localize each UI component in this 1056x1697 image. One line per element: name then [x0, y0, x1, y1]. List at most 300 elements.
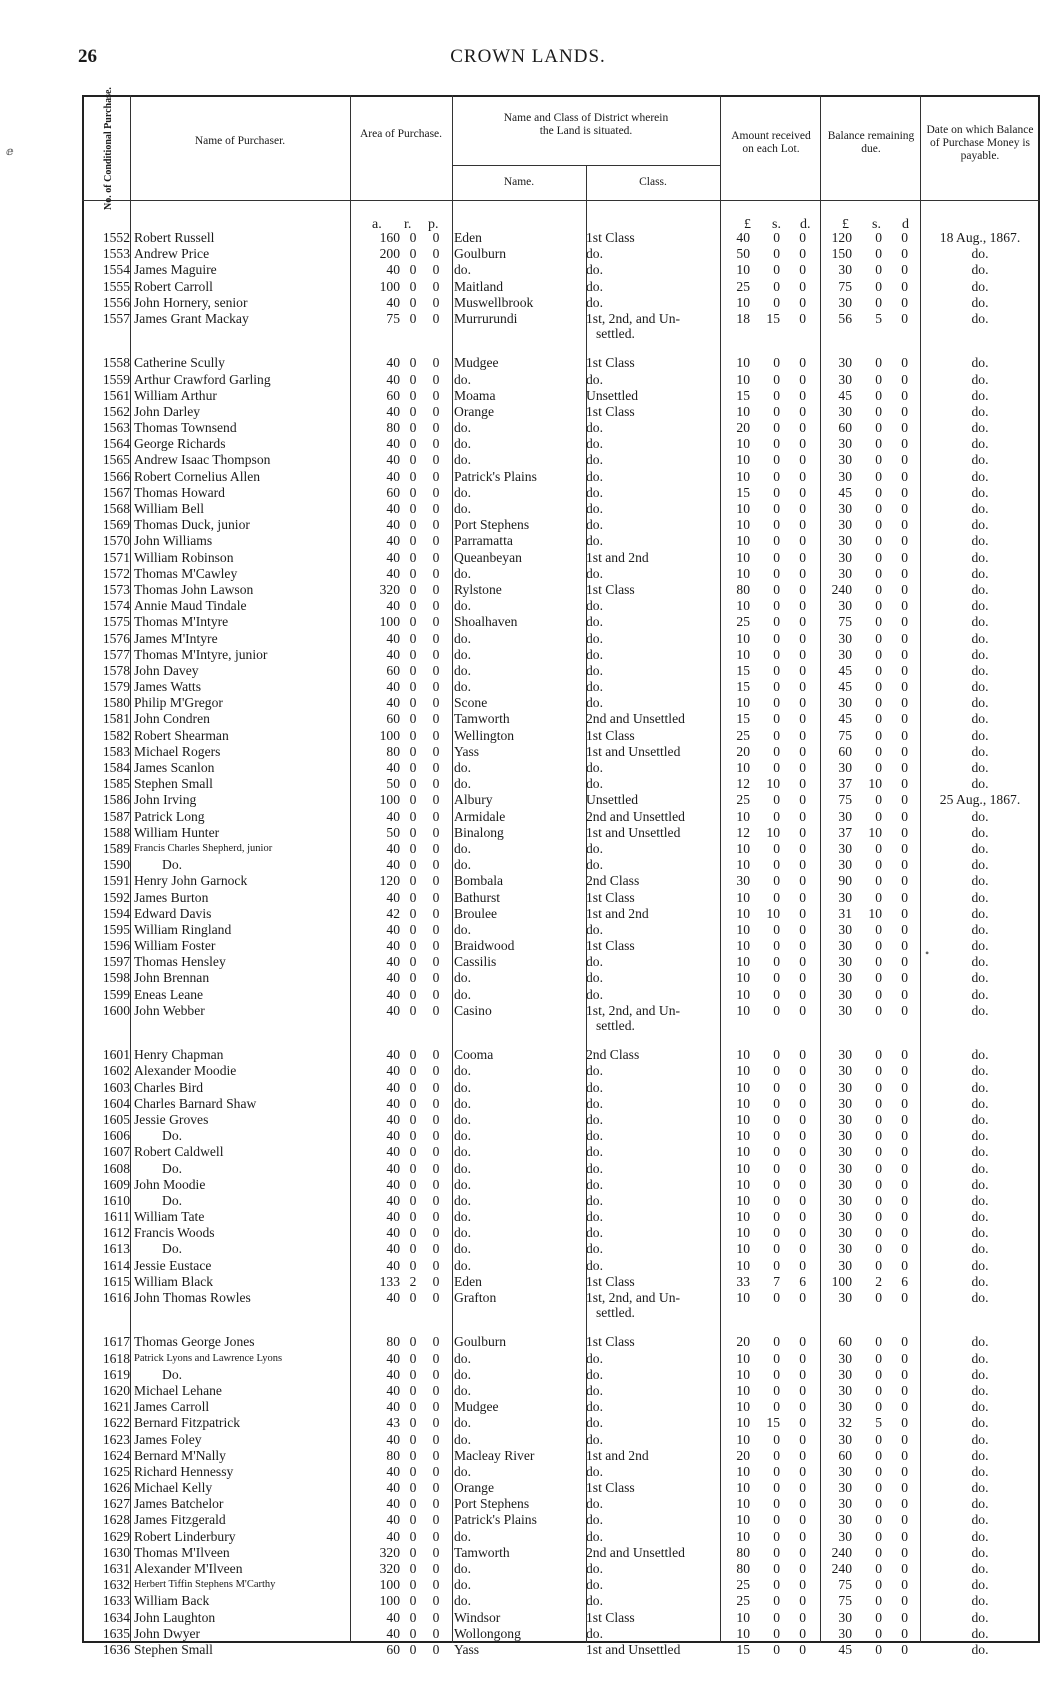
received-pounds: 10 [736, 355, 750, 371]
table-row [82, 1047, 1040, 1063]
balance-pence: 0 [901, 857, 908, 873]
area-perches: 0 [432, 1047, 440, 1063]
area-perches: 0 [432, 310, 440, 326]
received-shillings: 0 [773, 1561, 780, 1577]
purchase-number: 1552 [102, 230, 130, 245]
balance-shillings: 0 [875, 1366, 882, 1382]
area-acres: 40 [386, 986, 400, 1002]
area-perches: 0 [432, 776, 440, 792]
date-payable: do. [971, 743, 989, 759]
table-row [82, 452, 1040, 468]
area-roods: 2 [409, 1273, 417, 1289]
area-acres: 100 [379, 1577, 400, 1593]
received-shillings: 7 [773, 1273, 780, 1289]
purchaser-name: William Tate [134, 1209, 205, 1225]
balance-pounds: 30 [838, 1002, 852, 1018]
area-acres: 40 [386, 468, 400, 484]
district-name: do. [454, 1528, 471, 1544]
area-perches: 0 [432, 986, 440, 1002]
area-roods: 0 [409, 387, 417, 403]
purchaser-name: John Laughton [134, 1609, 216, 1625]
received-pence: 0 [799, 1577, 806, 1593]
header-district: Name and Class of District wherein the Land is situated. [503, 112, 669, 137]
purchase-number: 1579 [102, 679, 130, 695]
area-perches: 0 [432, 501, 440, 517]
purchaser-name: Thomas George Jones [134, 1334, 255, 1350]
balance-pounds: 30 [838, 1257, 852, 1273]
received-shillings: 0 [773, 1463, 780, 1479]
date-payable: do. [971, 246, 989, 262]
district-class: 1st Class [586, 889, 635, 905]
balance-pounds: 30 [838, 630, 852, 646]
balance-shillings: 10 [868, 905, 882, 921]
balance-shillings: 0 [875, 1111, 882, 1127]
area-acres: 40 [386, 436, 400, 452]
received-pounds: 80 [736, 1544, 750, 1560]
purchaser-name: William Hunter [134, 824, 220, 840]
received-shillings: 0 [773, 1334, 780, 1350]
area-roods: 0 [409, 1512, 417, 1528]
purchase-number: 1578 [102, 662, 130, 678]
balance-pence: 0 [901, 484, 908, 500]
area-acres: 40 [386, 857, 400, 873]
purchaser-name: Bernard M'Nally [134, 1447, 226, 1463]
area-roods: 0 [409, 1447, 417, 1463]
received-pence: 0 [799, 468, 806, 484]
balance-pence: 0 [901, 1241, 908, 1257]
received-pence: 0 [799, 1160, 806, 1176]
received-shillings: 0 [773, 986, 780, 1002]
date-payable: do. [971, 808, 989, 824]
district-class: 1st Class [586, 938, 635, 954]
date-payable: do. [971, 905, 989, 921]
balance-pounds: 45 [838, 484, 852, 500]
area-acres: 40 [386, 808, 400, 824]
balance-shillings: 0 [875, 1095, 882, 1111]
received-pence: 0 [799, 403, 806, 419]
received-pounds: 10 [736, 294, 750, 310]
date-payable: do. [971, 581, 989, 597]
purchaser-name: Philip M'Gregor [134, 695, 223, 711]
balance-shillings: 0 [875, 1625, 882, 1641]
area-acres: 40 [386, 938, 400, 954]
received-pounds: 10 [736, 1382, 750, 1398]
received-shillings: 0 [773, 1095, 780, 1111]
balance-pounds: 30 [838, 1128, 852, 1144]
district-name: Orange [454, 1480, 495, 1496]
table-row [82, 1063, 1040, 1079]
table-row [82, 279, 1040, 295]
area-acres: 40 [386, 889, 400, 905]
area-perches: 0 [432, 1447, 440, 1463]
area-roods: 0 [409, 230, 417, 245]
received-shillings: 0 [773, 1225, 780, 1241]
balance-shillings: 10 [868, 776, 882, 792]
received-shillings: 0 [773, 1544, 780, 1560]
area-roods: 0 [409, 517, 417, 533]
date-payable: do. [971, 549, 989, 565]
area-roods: 0 [409, 727, 417, 743]
district-class: Unsettled [586, 792, 639, 808]
received-pence: 0 [799, 986, 806, 1002]
area-acres: 40 [386, 1528, 400, 1544]
district-class: do. [586, 954, 603, 970]
received-pounds: 10 [736, 533, 750, 549]
district-class: do. [586, 630, 603, 646]
district-name: do. [454, 1593, 471, 1609]
area-perches: 0 [432, 1192, 440, 1208]
purchase-number: 1557 [102, 310, 130, 326]
balance-pence: 0 [901, 278, 908, 294]
table-row [82, 1642, 1040, 1658]
purchase-number: 1597 [102, 954, 130, 970]
received-pounds: 12 [736, 776, 750, 792]
area-roods: 0 [409, 776, 417, 792]
balance-shillings: 0 [875, 695, 882, 711]
date-payable: do. [971, 1625, 989, 1641]
balance-pounds: 60 [838, 1334, 852, 1350]
balance-shillings: 0 [875, 662, 882, 678]
received-shillings: 10 [766, 824, 780, 840]
date-payable: do. [971, 294, 989, 310]
received-shillings: 15 [766, 1415, 780, 1431]
received-shillings: 0 [773, 695, 780, 711]
district-class: 1st and 2nd [586, 1447, 649, 1463]
received-pence: 0 [799, 452, 806, 468]
received-shillings: 0 [773, 1366, 780, 1382]
balance-pounds: 37 [838, 824, 852, 840]
date-payable: do. [971, 760, 989, 776]
district-class: do. [586, 1512, 603, 1528]
district-name: Tamworth [454, 711, 510, 727]
table-row [82, 1193, 1040, 1209]
table-row [82, 1144, 1040, 1160]
received-shillings: 0 [773, 954, 780, 970]
received-pounds: 10 [736, 598, 750, 614]
district-name: do. [454, 1561, 471, 1577]
district-name: do. [454, 1366, 471, 1382]
area-acres: 40 [386, 1290, 400, 1306]
area-roods: 0 [409, 484, 417, 500]
balance-pence: 0 [901, 630, 908, 646]
purchase-number: 1608 [102, 1160, 130, 1176]
purchaser-name: James Carroll [134, 1399, 210, 1415]
balance-pounds: 30 [838, 760, 852, 776]
balance-shillings: 0 [875, 1144, 882, 1160]
balance-shillings: 0 [875, 873, 882, 889]
balance-pence: 0 [901, 420, 908, 436]
district-class: 2nd and Unsettled [586, 1544, 685, 1560]
balance-pence: 0 [901, 727, 908, 743]
received-pounds: 10 [736, 1415, 750, 1431]
received-pounds: 10 [736, 1079, 750, 1095]
balance-shillings: 0 [875, 371, 882, 387]
purchaser-name: Charles Bird [134, 1079, 204, 1095]
balance-pounds: 45 [838, 679, 852, 695]
balance-shillings: 0 [875, 1063, 882, 1079]
received-pounds: 15 [736, 1641, 750, 1657]
balance-shillings: 0 [875, 711, 882, 727]
area-acres: 40 [386, 1047, 400, 1063]
balance-shillings: 0 [875, 1241, 882, 1257]
district-class-continued: settled. [596, 1017, 635, 1033]
district-name: Cooma [454, 1047, 494, 1063]
purchase-number: 1561 [102, 387, 130, 403]
area-roods: 0 [409, 954, 417, 970]
purchase-number: 1624 [102, 1447, 130, 1463]
district-name: Armidale [454, 808, 506, 824]
received-shillings: 0 [773, 970, 780, 986]
received-pence: 0 [799, 1063, 806, 1079]
balance-pence: 0 [901, 743, 908, 759]
table-row [82, 404, 1040, 420]
purchase-number: 1617 [102, 1334, 130, 1350]
date-payable: do. [971, 355, 989, 371]
balance-pence: 0 [901, 1095, 908, 1111]
district-name: Eden [454, 1273, 482, 1289]
received-shillings: 0 [773, 614, 780, 630]
balance-shillings: 0 [875, 355, 882, 371]
purchase-number: 1580 [102, 695, 130, 711]
balance-pounds: 30 [838, 262, 852, 278]
district-class: do. [586, 517, 603, 533]
received-shillings: 0 [773, 230, 780, 245]
area-roods: 0 [409, 1625, 417, 1641]
received-pence: 0 [799, 1144, 806, 1160]
district-name: do. [454, 970, 471, 986]
area-acres: 40 [386, 760, 400, 776]
purchase-number: 1559 [102, 371, 130, 387]
table-row [82, 246, 1040, 262]
district-name: do. [454, 484, 471, 500]
area-acres: 40 [386, 1350, 400, 1366]
area-perches: 0 [432, 230, 440, 245]
purchaser-name: Richard Hennessy [134, 1463, 234, 1479]
balance-shillings: 0 [875, 1225, 882, 1241]
date-payable: do. [971, 1002, 989, 1018]
date-payable: do. [971, 517, 989, 533]
balance-pence: 0 [901, 873, 908, 889]
table-row [82, 1161, 1040, 1177]
table-row [82, 1367, 1040, 1383]
area-perches: 0 [432, 294, 440, 310]
table-row [82, 792, 1040, 808]
received-pounds: 10 [736, 1431, 750, 1447]
table-row [82, 938, 1040, 954]
balance-shillings: 5 [875, 1415, 882, 1431]
district-class: 1st and 2nd [586, 549, 649, 565]
area-acres: 100 [379, 792, 400, 808]
date-payable: do. [971, 776, 989, 792]
balance-pounds: 75 [838, 1593, 852, 1609]
district-name: Mudgee [454, 1399, 499, 1415]
district-class: 1st Class [586, 403, 635, 419]
purchase-number: 1591 [102, 873, 130, 889]
date-payable: do. [971, 1399, 989, 1415]
area-perches: 0 [432, 484, 440, 500]
district-class: do. [586, 371, 603, 387]
area-perches: 0 [432, 1290, 440, 1306]
area-roods: 0 [409, 468, 417, 484]
purchase-number: 1553 [102, 246, 130, 262]
table-row [82, 1496, 1040, 1512]
received-shillings: 0 [773, 371, 780, 387]
header-area: Area of Purchase. [359, 128, 443, 140]
area-perches: 0 [432, 1512, 440, 1528]
district-name: Broulee [454, 905, 498, 921]
area-perches: 0 [432, 1225, 440, 1241]
balance-shillings: 0 [875, 630, 882, 646]
district-class: do. [586, 484, 603, 500]
received-pounds: 80 [736, 581, 750, 597]
received-pounds: 10 [736, 857, 750, 873]
received-pence: 0 [799, 1002, 806, 1018]
received-pence: 0 [799, 230, 806, 245]
table-row [82, 295, 1040, 311]
table-row [82, 1561, 1040, 1577]
date-payable: do. [971, 403, 989, 419]
date-payable: 18 Aug., 1867. [939, 230, 1021, 245]
district-name: do. [454, 679, 471, 695]
received-pounds: 15 [736, 484, 750, 500]
purchaser-name: Stephen Small [134, 1641, 213, 1657]
area-perches: 0 [432, 857, 440, 873]
balance-shillings: 0 [875, 970, 882, 986]
purchaser-name: John Davey [134, 662, 199, 678]
district-class: do. [586, 1528, 603, 1544]
purchaser-name: Thomas John Lawson [134, 581, 254, 597]
balance-pence: 0 [901, 662, 908, 678]
received-pence: 0 [799, 565, 806, 581]
received-shillings: 0 [773, 1144, 780, 1160]
area-acres: 40 [386, 1399, 400, 1415]
received-pence: 0 [799, 857, 806, 873]
received-shillings: 0 [773, 840, 780, 856]
received-pence: 0 [799, 921, 806, 937]
received-pounds: 10 [736, 549, 750, 565]
area-roods: 0 [409, 598, 417, 614]
district-name: do. [454, 760, 471, 776]
purchaser-name: Do. [162, 1366, 183, 1382]
balance-pounds: 30 [838, 403, 852, 419]
district-name: Braidwood [454, 938, 515, 954]
received-pounds: 10 [736, 262, 750, 278]
balance-pounds: 75 [838, 278, 852, 294]
received-pounds: 10 [736, 695, 750, 711]
district-name: do. [454, 662, 471, 678]
received-pounds: 10 [736, 808, 750, 824]
date-payable: do. [971, 986, 989, 1002]
district-class: do. [586, 1079, 603, 1095]
area-acres: 100 [379, 1593, 400, 1609]
area-roods: 0 [409, 695, 417, 711]
purchaser-name: Thomas Townsend [134, 420, 237, 436]
area-perches: 0 [432, 1334, 440, 1350]
table-row [82, 1480, 1040, 1496]
received-pence: 0 [799, 614, 806, 630]
balance-pounds: 30 [838, 452, 852, 468]
district-name: do. [454, 1144, 471, 1160]
balance-shillings: 0 [875, 387, 882, 403]
balance-shillings: 0 [875, 1002, 882, 1018]
received-pence: 0 [799, 792, 806, 808]
balance-shillings: 0 [875, 1463, 882, 1479]
area-acres: 40 [386, 1079, 400, 1095]
balance-pounds: 150 [831, 246, 852, 262]
purchase-number: 1582 [102, 727, 130, 743]
received-pounds: 10 [736, 970, 750, 986]
area-acres: 40 [386, 517, 400, 533]
purchaser-name: Do. [162, 1128, 183, 1144]
purchase-number: 1618 [102, 1350, 130, 1366]
received-pounds: 10 [736, 954, 750, 970]
received-pence: 0 [799, 1528, 806, 1544]
balance-pence: 0 [901, 1463, 908, 1479]
area-acres: 60 [386, 711, 400, 727]
district-class: do. [586, 1257, 603, 1273]
district-name: do. [454, 1415, 471, 1431]
area-perches: 0 [432, 727, 440, 743]
area-perches: 0 [432, 1641, 440, 1657]
district-name: Bathurst [454, 889, 501, 905]
balance-pence: 0 [901, 1350, 908, 1366]
balance-pounds: 30 [838, 294, 852, 310]
district-class: do. [586, 1431, 603, 1447]
margin-mark: • [925, 946, 930, 960]
page-title: CROWN LANDS. [450, 46, 606, 67]
date-payable: do. [971, 1415, 989, 1431]
purchaser-name: George Richards [134, 436, 226, 452]
district-name: Goulburn [454, 1334, 507, 1350]
table-row [82, 1258, 1040, 1274]
received-pounds: 10 [736, 1095, 750, 1111]
district-name: do. [454, 921, 471, 937]
district-class: do. [586, 662, 603, 678]
area-acres: 40 [386, 565, 400, 581]
area-acres: 40 [386, 262, 400, 278]
area-perches: 0 [432, 695, 440, 711]
received-pence: 0 [799, 387, 806, 403]
area-roods: 0 [409, 1095, 417, 1111]
purchaser-name: Do. [162, 857, 183, 873]
balance-pounds: 30 [838, 1366, 852, 1382]
area-perches: 0 [432, 970, 440, 986]
table-row [82, 1593, 1040, 1609]
balance-shillings: 0 [875, 501, 882, 517]
district-name: do. [454, 436, 471, 452]
district-name: do. [454, 857, 471, 873]
district-name: Grafton [454, 1290, 497, 1306]
table-row [82, 695, 1040, 711]
area-perches: 0 [432, 533, 440, 549]
received-pence: 0 [799, 1209, 806, 1225]
purchase-number: 1594 [102, 905, 130, 921]
area-roods: 0 [409, 986, 417, 1002]
balance-pence: 0 [901, 262, 908, 278]
area-perches: 0 [432, 889, 440, 905]
date-payable: do. [971, 646, 989, 662]
area-acres: 133 [379, 1273, 400, 1289]
balance-shillings: 0 [875, 484, 882, 500]
balance-pence: 0 [901, 776, 908, 792]
received-shillings: 0 [773, 403, 780, 419]
balance-pence: 0 [901, 549, 908, 565]
area-roods: 0 [409, 1350, 417, 1366]
district-class: 1st Class [586, 1334, 635, 1350]
purchase-number: 1595 [102, 921, 130, 937]
district-class: do. [586, 468, 603, 484]
balance-pounds: 30 [838, 970, 852, 986]
